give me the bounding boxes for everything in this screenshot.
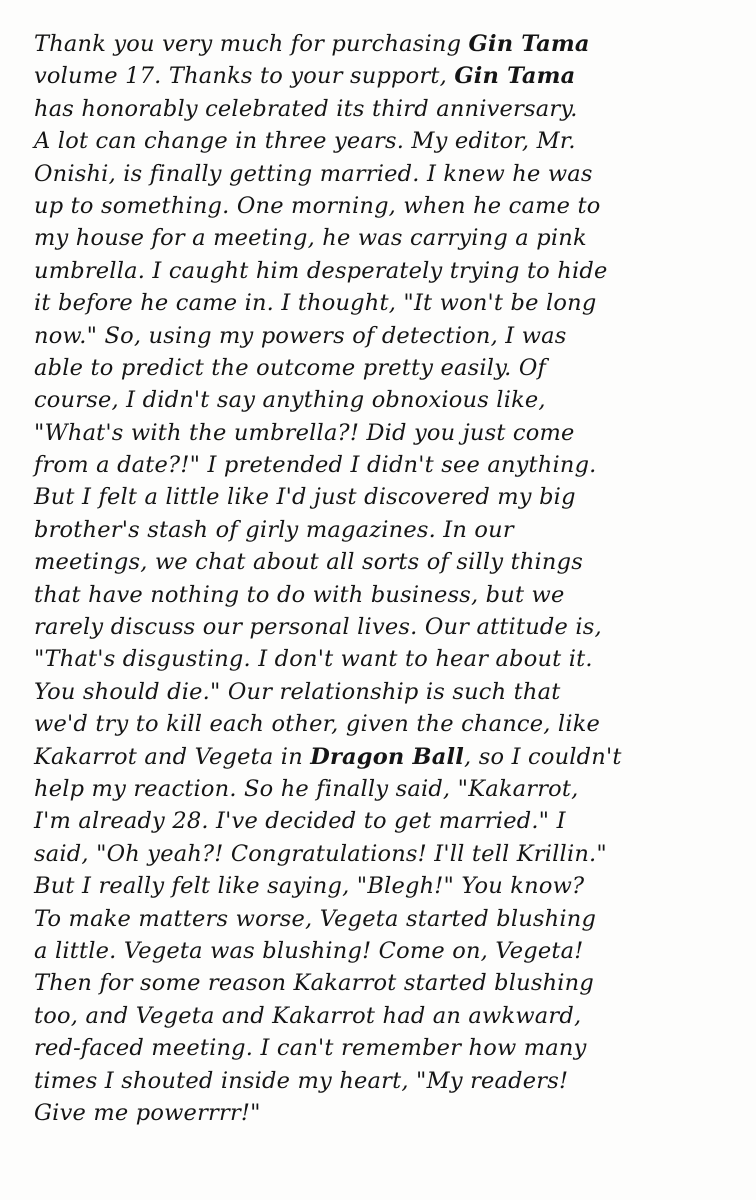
note-text: said, "Oh yeah?! Congratulations! I'll tell Krillin." (34, 840, 607, 867)
note-line (34, 935, 734, 967)
note-line (34, 1000, 734, 1032)
note-line (34, 838, 734, 870)
bold-title-text: Gin Tama (454, 63, 576, 90)
note-line (34, 320, 734, 352)
note-text: my house for a meeting, he was carrying a pink (34, 225, 587, 252)
note-line (34, 481, 734, 513)
note-line (34, 903, 734, 935)
note-text: Onishi, is finally getting married. I knew he was (34, 160, 593, 187)
note-line (34, 805, 734, 837)
note-text: rarely discuss our personal lives. Our attitude is, (34, 614, 602, 641)
note-text: Kakarrot and Vegeta in (34, 743, 311, 770)
note-text: To make matters worse, Vegeta started blushing (34, 905, 597, 932)
note-text: But I felt a little like I'd just discovered my big (34, 484, 576, 511)
note-text: "That's disgusting. I don't want to hear about it. (34, 646, 593, 673)
note-line (34, 384, 734, 416)
note-line (34, 93, 734, 125)
note-line (34, 1097, 734, 1129)
note-text: But I really felt like saying, "Blegh!" You know? (34, 873, 585, 900)
note-text: Then for some reason Kakarrot started blushing (34, 970, 594, 997)
note-line (34, 417, 734, 449)
note-line (34, 741, 734, 773)
note-line (34, 546, 734, 578)
note-text: times I shouted inside my heart, "My readers! (34, 1067, 569, 1094)
note-line (34, 773, 734, 805)
note-text: You should die." Our relationship is such that (34, 678, 561, 705)
note-text: from a date?!" I pretended I didn't see anything. (34, 452, 597, 479)
note-line (34, 449, 734, 481)
note-line (34, 125, 734, 157)
note-text: Thank you very much for purchasing (34, 31, 469, 57)
note-text: up to something. One morning, when he came to (34, 192, 601, 219)
note-text: we'd try to kill each other, given the chance, like (34, 711, 601, 738)
note-text: Give me powerrrr!" (34, 1099, 261, 1126)
note-text: brother's stash of girly magazines. In our (34, 516, 514, 543)
note-text: that have nothing to do with business, but we (34, 581, 565, 608)
note-text: "What's with the umbrella?! Did you just come (34, 419, 575, 446)
note-text: a little. Vegeta was blushing! Come on, Vegeta! (34, 937, 584, 964)
note-line (34, 287, 734, 319)
note-line (34, 190, 734, 222)
note-text: too, and Vegeta and Kakarrot had an awkward, (34, 1002, 582, 1029)
bold-title-text: Dragon Ball (310, 743, 465, 770)
note-text: meetings, we chat about all sorts of silly things (34, 549, 583, 576)
note-text: , so I couldn't (464, 743, 622, 770)
note-line (34, 28, 734, 60)
note-text: now." So, using my powers of detection, I was (34, 322, 567, 349)
note-line (34, 1032, 734, 1064)
note-line (34, 352, 734, 384)
note-text: course, I didn't say anything obnoxious like, (34, 387, 546, 414)
note-text: help my reaction. So he finally said, "Kakarrot, (34, 775, 579, 802)
bold-title-text: Gin Tama (468, 31, 590, 57)
note-line (34, 255, 734, 287)
note-text: umbrella. I caught him desperately trying to hide (34, 257, 608, 284)
note-line (34, 611, 734, 643)
note-line (34, 222, 734, 254)
note-line (34, 708, 734, 740)
note-line (34, 643, 734, 675)
author-note (34, 28, 734, 1129)
note-text: able to predict the outcome pretty easily. Of (34, 354, 547, 381)
note-text: it before he came in. I thought, "It won't be long (34, 290, 597, 317)
note-line (34, 579, 734, 611)
note-text: volume 17. Thanks to your support, (34, 63, 455, 90)
note-line (34, 967, 734, 999)
note-text: I'm already 28. I've decided to get married." I (34, 808, 566, 835)
note-line (34, 870, 734, 902)
note-line (34, 60, 734, 92)
note-line (34, 676, 734, 708)
note-line (34, 1065, 734, 1097)
note-text: has honorably celebrated its third anniversary. (34, 95, 578, 122)
note-line (34, 514, 734, 546)
note-text: red-faced meeting. I can't remember how many (34, 1035, 587, 1062)
note-text: A lot can change in three years. My editor, Mr. (34, 128, 576, 155)
note-line (34, 158, 734, 190)
